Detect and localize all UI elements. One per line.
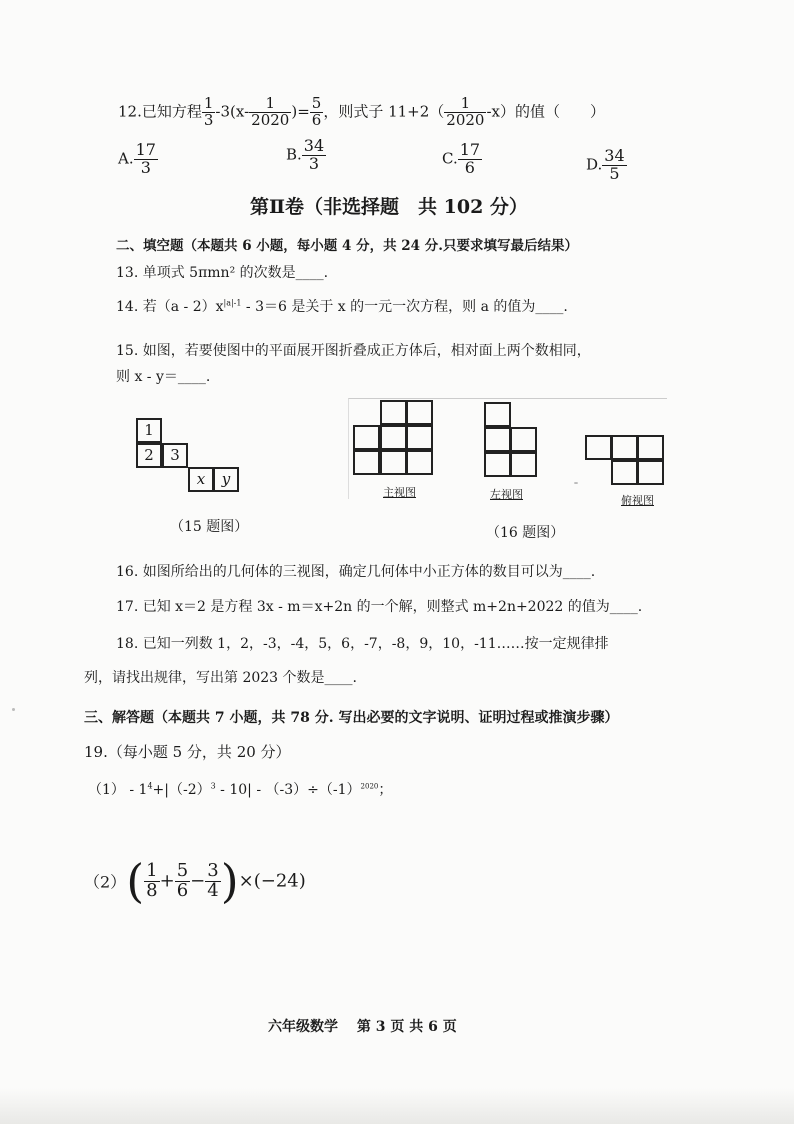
left-view-cell	[484, 427, 511, 452]
q12-option-a	[118, 142, 158, 177]
frac-num: 34	[604, 146, 625, 165]
q14-part-a: 14. 若（a - 2）x	[116, 299, 224, 315]
q19-1-part-b: +|（-2）	[152, 782, 211, 798]
frac-den: 3	[308, 153, 320, 173]
option-label: D.	[586, 155, 603, 174]
q12-text-2: -3(x-	[215, 102, 250, 121]
part-3-heading: 三、解答题（本题共 7 小题，共 78 分. 写出必要的文字说明、证明过程或推演步骤）	[84, 710, 619, 726]
front-view-cell	[406, 450, 433, 475]
frac-den: 6	[176, 879, 189, 901]
q19-1-part-c: - 10| - （-3）÷（-1）	[215, 782, 361, 798]
net-cell-3: 3	[162, 443, 188, 468]
top-view-cell	[611, 460, 638, 485]
q19-1-exp-2: 3	[210, 781, 216, 791]
q19-1-part-d: ；	[378, 782, 393, 798]
top-view-cell	[637, 435, 664, 460]
q19-1-part-a: （1） - 1	[88, 782, 148, 798]
frac-den: 5	[609, 163, 620, 183]
frac-den: 6	[464, 157, 475, 177]
top-view-label: 俯视图	[621, 494, 654, 507]
scan-shadow	[0, 1088, 794, 1124]
right-paren: )	[220, 854, 239, 908]
minus-sign: −	[190, 870, 206, 892]
front-view-cell	[406, 400, 433, 425]
frac-den: 8	[146, 879, 158, 901]
left-paren: (	[126, 854, 145, 908]
q12-frac-3	[310, 96, 324, 129]
q12-option-d	[586, 148, 627, 183]
option-label: B.	[286, 145, 302, 164]
left-view-cell	[510, 427, 537, 452]
q19-2-frac-2	[175, 859, 190, 901]
section-2-title: 第Ⅱ卷（非选择题 共 102 分）	[250, 196, 528, 218]
frac-den: 3	[203, 110, 214, 129]
q12-text-1: 已知方程	[141, 102, 202, 121]
q19-2-frac-3	[205, 859, 220, 901]
q19-1-exp: 4	[147, 781, 153, 791]
option-frac	[458, 142, 482, 177]
net-cell-2: 2	[136, 443, 162, 468]
frac-num: 1	[203, 94, 214, 112]
frac-den: 3	[140, 157, 151, 177]
front-view-cell	[406, 425, 433, 450]
q19-2-frac-1	[144, 859, 159, 901]
q13-text: 13. 单项式 5πmn² 的次数是____.	[116, 265, 329, 281]
frac-den: 4	[207, 879, 219, 901]
frac-den: 6	[311, 110, 322, 129]
q18-line-2: 列，请找出规律，写出第 2023 个数是____.	[84, 670, 357, 686]
option-frac	[134, 142, 158, 177]
net-cell-x: x	[188, 467, 214, 492]
q19-heading: 19.（每小题 5 分，共 20 分）	[84, 743, 291, 761]
q15-line-1: 15. 如图，若要使图中的平面展开图折叠成正方体后，相对面上两个数相同，	[116, 343, 591, 359]
net-cell-1: 1	[136, 418, 162, 443]
q19-2-tail: ×(−24)	[238, 870, 306, 892]
top-view-cell	[611, 435, 638, 460]
figure-16-caption: （16 题图）	[486, 525, 565, 541]
q12-text-3: )=	[291, 102, 310, 121]
left-view-cell	[484, 452, 511, 477]
q19-1-exp-3: 2020	[360, 782, 379, 791]
front-view-cell	[353, 450, 380, 475]
frac-num: 1	[146, 859, 158, 881]
frac-num: 17	[459, 140, 481, 159]
front-view-cell	[353, 425, 380, 450]
front-view-cell	[380, 450, 407, 475]
scan-speck	[12, 708, 15, 711]
left-view-cell	[510, 452, 537, 477]
top-view-cell	[637, 460, 664, 485]
frac-num: 34	[303, 136, 325, 155]
q12-text-4: ，则式子 11+2（	[323, 102, 445, 121]
scan-speck	[574, 482, 578, 484]
left-view-label: 左视图	[490, 488, 523, 501]
q12-option-c	[442, 142, 482, 177]
part-2-heading: 二、填空题（本题共 6 小题，每小题 4 分，共 24 分.只要求填写最后结果）	[116, 238, 578, 254]
q17-text: 17. 已知 x＝2 是方程 3x - m＝x+2n 的一个解，则整式 m+2n+2022 的值为____.	[116, 599, 643, 615]
net-cell-y: y	[213, 467, 239, 492]
page-footer: 六年级数学 第 3 页 共 6 页	[268, 1019, 457, 1035]
option-label: C.	[442, 149, 458, 168]
frac-num: 5	[176, 859, 189, 881]
q15-line-2: 则 x - y＝____.	[116, 369, 211, 385]
plus-sign: +	[159, 870, 175, 892]
q14-part-c: - 3＝6 是关于 x 的一元一次方程，则 a 的值为____.	[241, 299, 568, 315]
q16-text: 16. 如图所给出的几何体的三视图，确定几何体中小正方体的数目可以为____.	[116, 564, 596, 580]
q14-text	[116, 296, 568, 316]
frac-num: 5	[311, 94, 322, 112]
q18-line-1: 18. 已知一列数 1，2，-3，-4，5，6，-7，-8，9，10，-11……按一定规律排	[116, 636, 609, 652]
frac-num: 1	[444, 96, 486, 113]
q12-option-b	[286, 138, 326, 173]
option-frac	[602, 148, 626, 183]
q12-stem	[118, 96, 605, 129]
frac-den: 2020	[446, 110, 485, 129]
q12-number: 12.	[118, 102, 142, 121]
q14-exponent: |a|-1	[223, 298, 242, 308]
frac-num: 17	[135, 140, 156, 159]
front-view-label: 主视图	[383, 486, 416, 499]
q19-1-expression	[88, 779, 392, 799]
q12-frac-4	[444, 96, 486, 129]
q12-frac-1	[202, 96, 216, 129]
frac-num: 1	[249, 96, 291, 113]
option-label: A.	[118, 149, 134, 168]
figure-15-caption: （15 题图）	[170, 519, 249, 535]
q19-2-label: （2）	[84, 872, 127, 892]
option-frac	[302, 138, 326, 173]
q12-frac-2	[249, 96, 291, 129]
frac-den: 2020	[251, 110, 290, 129]
q19-2-expression	[84, 854, 306, 908]
left-view-cell	[484, 402, 511, 427]
front-view-cell	[380, 400, 407, 425]
top-view-cell	[585, 435, 612, 460]
frac-num: 3	[207, 859, 219, 881]
front-view-cell	[380, 425, 407, 450]
q12-text-5: -x）的值（ ）	[486, 102, 605, 121]
